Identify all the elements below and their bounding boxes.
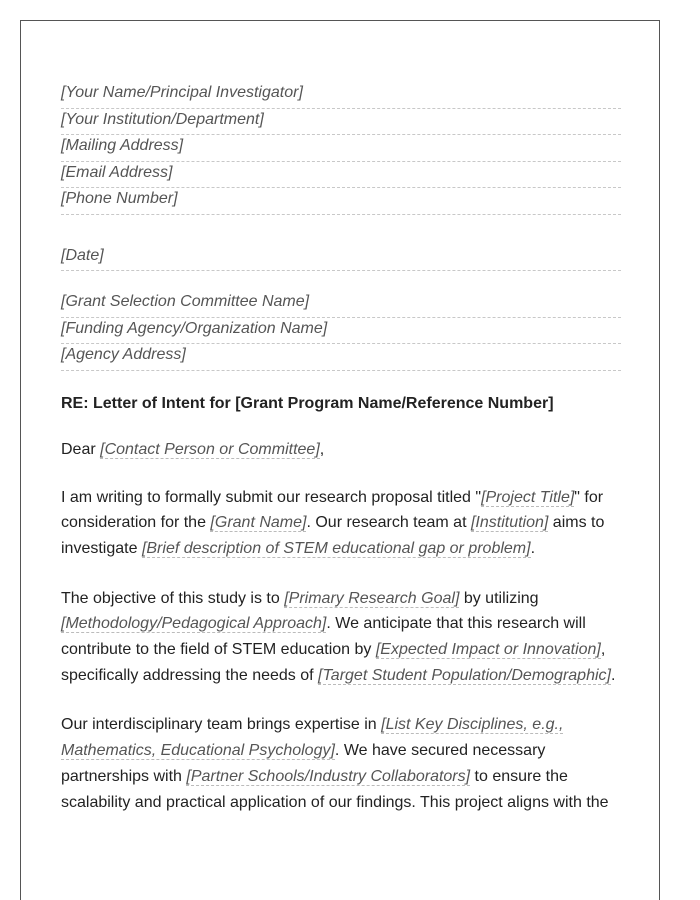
paragraph-text: . We anticipate that this research will contribute to the field of STEM education by [61,615,586,659]
spacer [61,271,621,291]
problem-description-placeholder[interactable]: [Brief description of STEM educational gap or problem] [141,539,531,557]
recipient-address-field[interactable]: [Agency Address] [61,344,621,371]
subject-line: RE: Letter of Intent for [Grant Program Name/Reference Number] [61,394,554,412]
partners-placeholder[interactable]: [Partner Schools/Industry Collaborators] [186,767,471,785]
letter-page [20,20,660,900]
letter-content [61,82,621,815]
paragraph-text: The objective of this study is to [61,589,285,607]
paragraph-text: Our interdisciplinary team brings expertise in [61,716,382,734]
key-disciplines-placeholder[interactable]: [List Key Disciplines, e.g., Mathematics, Educational Psychology] [61,716,564,760]
paragraph-text: " for consideration for the [61,488,604,532]
body-paragraph-3 [61,712,621,815]
salutation [61,439,621,461]
sender-institution-field[interactable]: [Your Institution/Department] [61,109,621,136]
salutation-suffix: , [319,440,325,458]
spacer [61,215,621,245]
sender-phone-field[interactable]: [Phone Number] [61,188,621,215]
recipient-block [61,291,621,371]
institution-placeholder[interactable]: [Institution] [470,514,549,532]
salutation-prefix: Dear [61,440,101,458]
expected-impact-placeholder[interactable]: [Expected Impact or Innovation] [375,641,601,659]
body-paragraph-2 [61,586,621,689]
paragraph-text: by utilizing [459,589,539,607]
research-goal-placeholder[interactable]: [Primary Research Goal] [284,589,460,607]
paragraph-text: aims to investigate [61,514,605,557]
sender-block [61,82,621,215]
date-field[interactable]: [Date] [61,245,621,272]
body-paragraph-1 [61,485,621,562]
project-title-placeholder[interactable]: [Project Title] [481,488,575,506]
paragraph-text: I am writing to formally submit our research proposal titled " [61,488,482,506]
target-population-placeholder[interactable]: [Target Student Population/Demographic] [318,666,611,684]
contact-person-placeholder[interactable]: [Contact Person or Committee] [100,440,320,458]
sender-mailing-address-field[interactable]: [Mailing Address] [61,135,621,162]
paragraph-text: , specifically addressing the needs of [61,641,606,684]
sender-email-field[interactable]: [Email Address] [61,162,621,189]
paragraph-text: . [610,666,616,684]
paragraph-text: to ensure the scalability and practical application of our findings. This project aligns with the [61,767,609,811]
paragraph-text: . Our research team at [306,514,471,532]
paragraph-text: . We have secured necessary partnerships with [61,742,546,785]
recipient-agency-field[interactable]: [Funding Agency/Organization Name] [61,318,621,345]
paragraph-text: . [530,539,536,557]
recipient-committee-field[interactable]: [Grant Selection Committee Name] [61,291,621,318]
methodology-placeholder[interactable]: [Methodology/Pedagogical Approach] [61,615,327,633]
grant-name-placeholder[interactable]: [Grant Name] [210,514,307,532]
sender-name-field[interactable]: [Your Name/Principal Investigator] [61,82,621,109]
